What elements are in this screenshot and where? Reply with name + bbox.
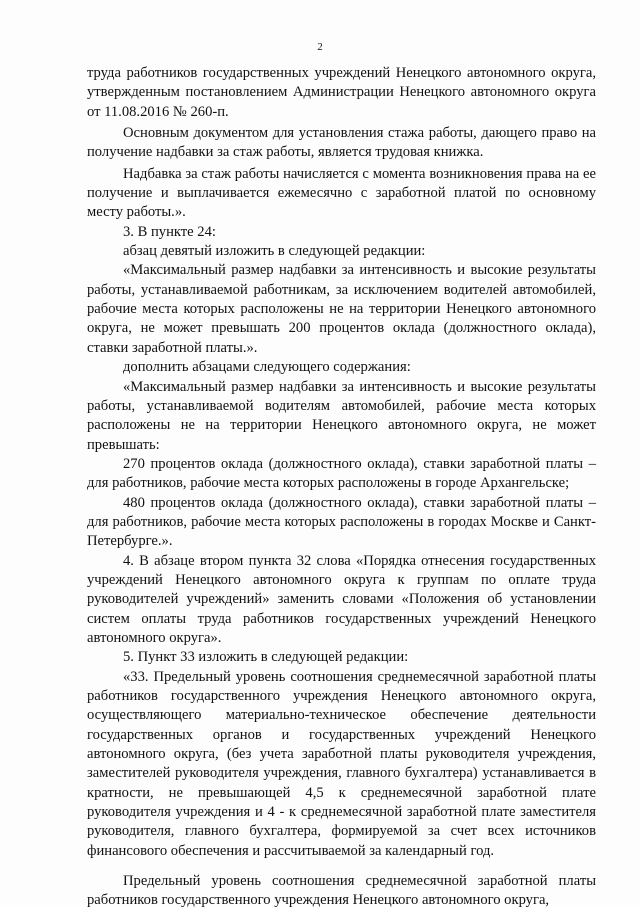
paragraph-8: «Максимальный размер надбавки за интенсивность и высокие результаты работы, устанавливаемой водителям автомобилей, рабочие места которых расположены не на территории Ненецкого автономного округа, не может превышать: [87, 378, 596, 453]
paragraph-1: труда работников государственных учреждений Ненецкого автономного округа, утвержденным постановлением Администрации Ненецкого автономного округа от 11.08.2016 № 260-п. [87, 65, 596, 120]
page-number: 2 [317, 41, 323, 53]
paragraph-10: 480 процентов оклада (должностного оклада), ставки заработной платы – для работников, рабочие места которых расположены в городах Москве и Санкт-Петербурге.». [87, 494, 596, 550]
paragraph-9: 270 процентов оклада (должностного оклада), ставки заработной платы – для работников, рабочие места которых расположены в городе Архангельске; [87, 455, 596, 492]
paragraph-4: 3. В пункте 24: [123, 223, 216, 240]
paragraph-6: «Максимальный размер надбавки за интенсивность и высокие результаты работы, устанавливаемой работникам, за исключением водителей автомобилей, рабочие места которых расположены не на территории Ненецкого автономного округа, не может превышать 200 процентов оклада (должностного оклада), ставки заработной платы.». [87, 262, 596, 356]
document-body [87, 64, 596, 911]
paragraph-2: Основным документом для установления стажа работы, дающего право на получение надбавки за стаж работы, является трудовая книжка. [87, 125, 596, 161]
paragraph-3: Надбавка за стаж работы начисляется с момента возникновения права на ее получение и выплачивается ежемесячно с заработной платой по основному месту работы.». [87, 165, 596, 221]
paragraph-12: 5. Пункт 33 изложить в следующей редакции: [123, 649, 409, 666]
paragraph-13: «33. Предельный уровень соотношения среднемесячной заработной платы работников государственного учреждения Ненецкого автономного округа, осуществляющего материально-техническое обеспечение деятельности государственных органов и государственных учреждений Ненецкого автономного округа, (без учета заработной платы руководителя учреждения, заместителей руководителя учреждения, главного бухгалтера) устанавливается в кратности, не превышающей 4,5 к среднемесячной заработной плате руководителя учреждения и 4 - к среднемесячной заработной плате заместителя руководителя, главного бухгалтера, формируемой за счет всех источников финансового обеспечения и рассчитываемой за календарный год. [87, 668, 596, 859]
paragraph-14: Предельный уровень соотношения среднемесячной заработной платы работников государственного учреждения Ненецкого автономного округа, [87, 873, 596, 909]
paragraph-11: 4. В абзаце втором пункта 32 слова «Порядка отнесения государственных учреждений Ненецкого автономного округа к группам по оплате труда руководителей учреждений» заменить словами «Положения об установлении систем оплаты труда работников государственных учреждений Ненецкого автономного округа». [87, 552, 596, 646]
paragraph-7: дополнить абзацами следующего содержания: [123, 359, 411, 376]
paragraph-5: абзац девятый изложить в следующей редакции: [123, 243, 426, 260]
